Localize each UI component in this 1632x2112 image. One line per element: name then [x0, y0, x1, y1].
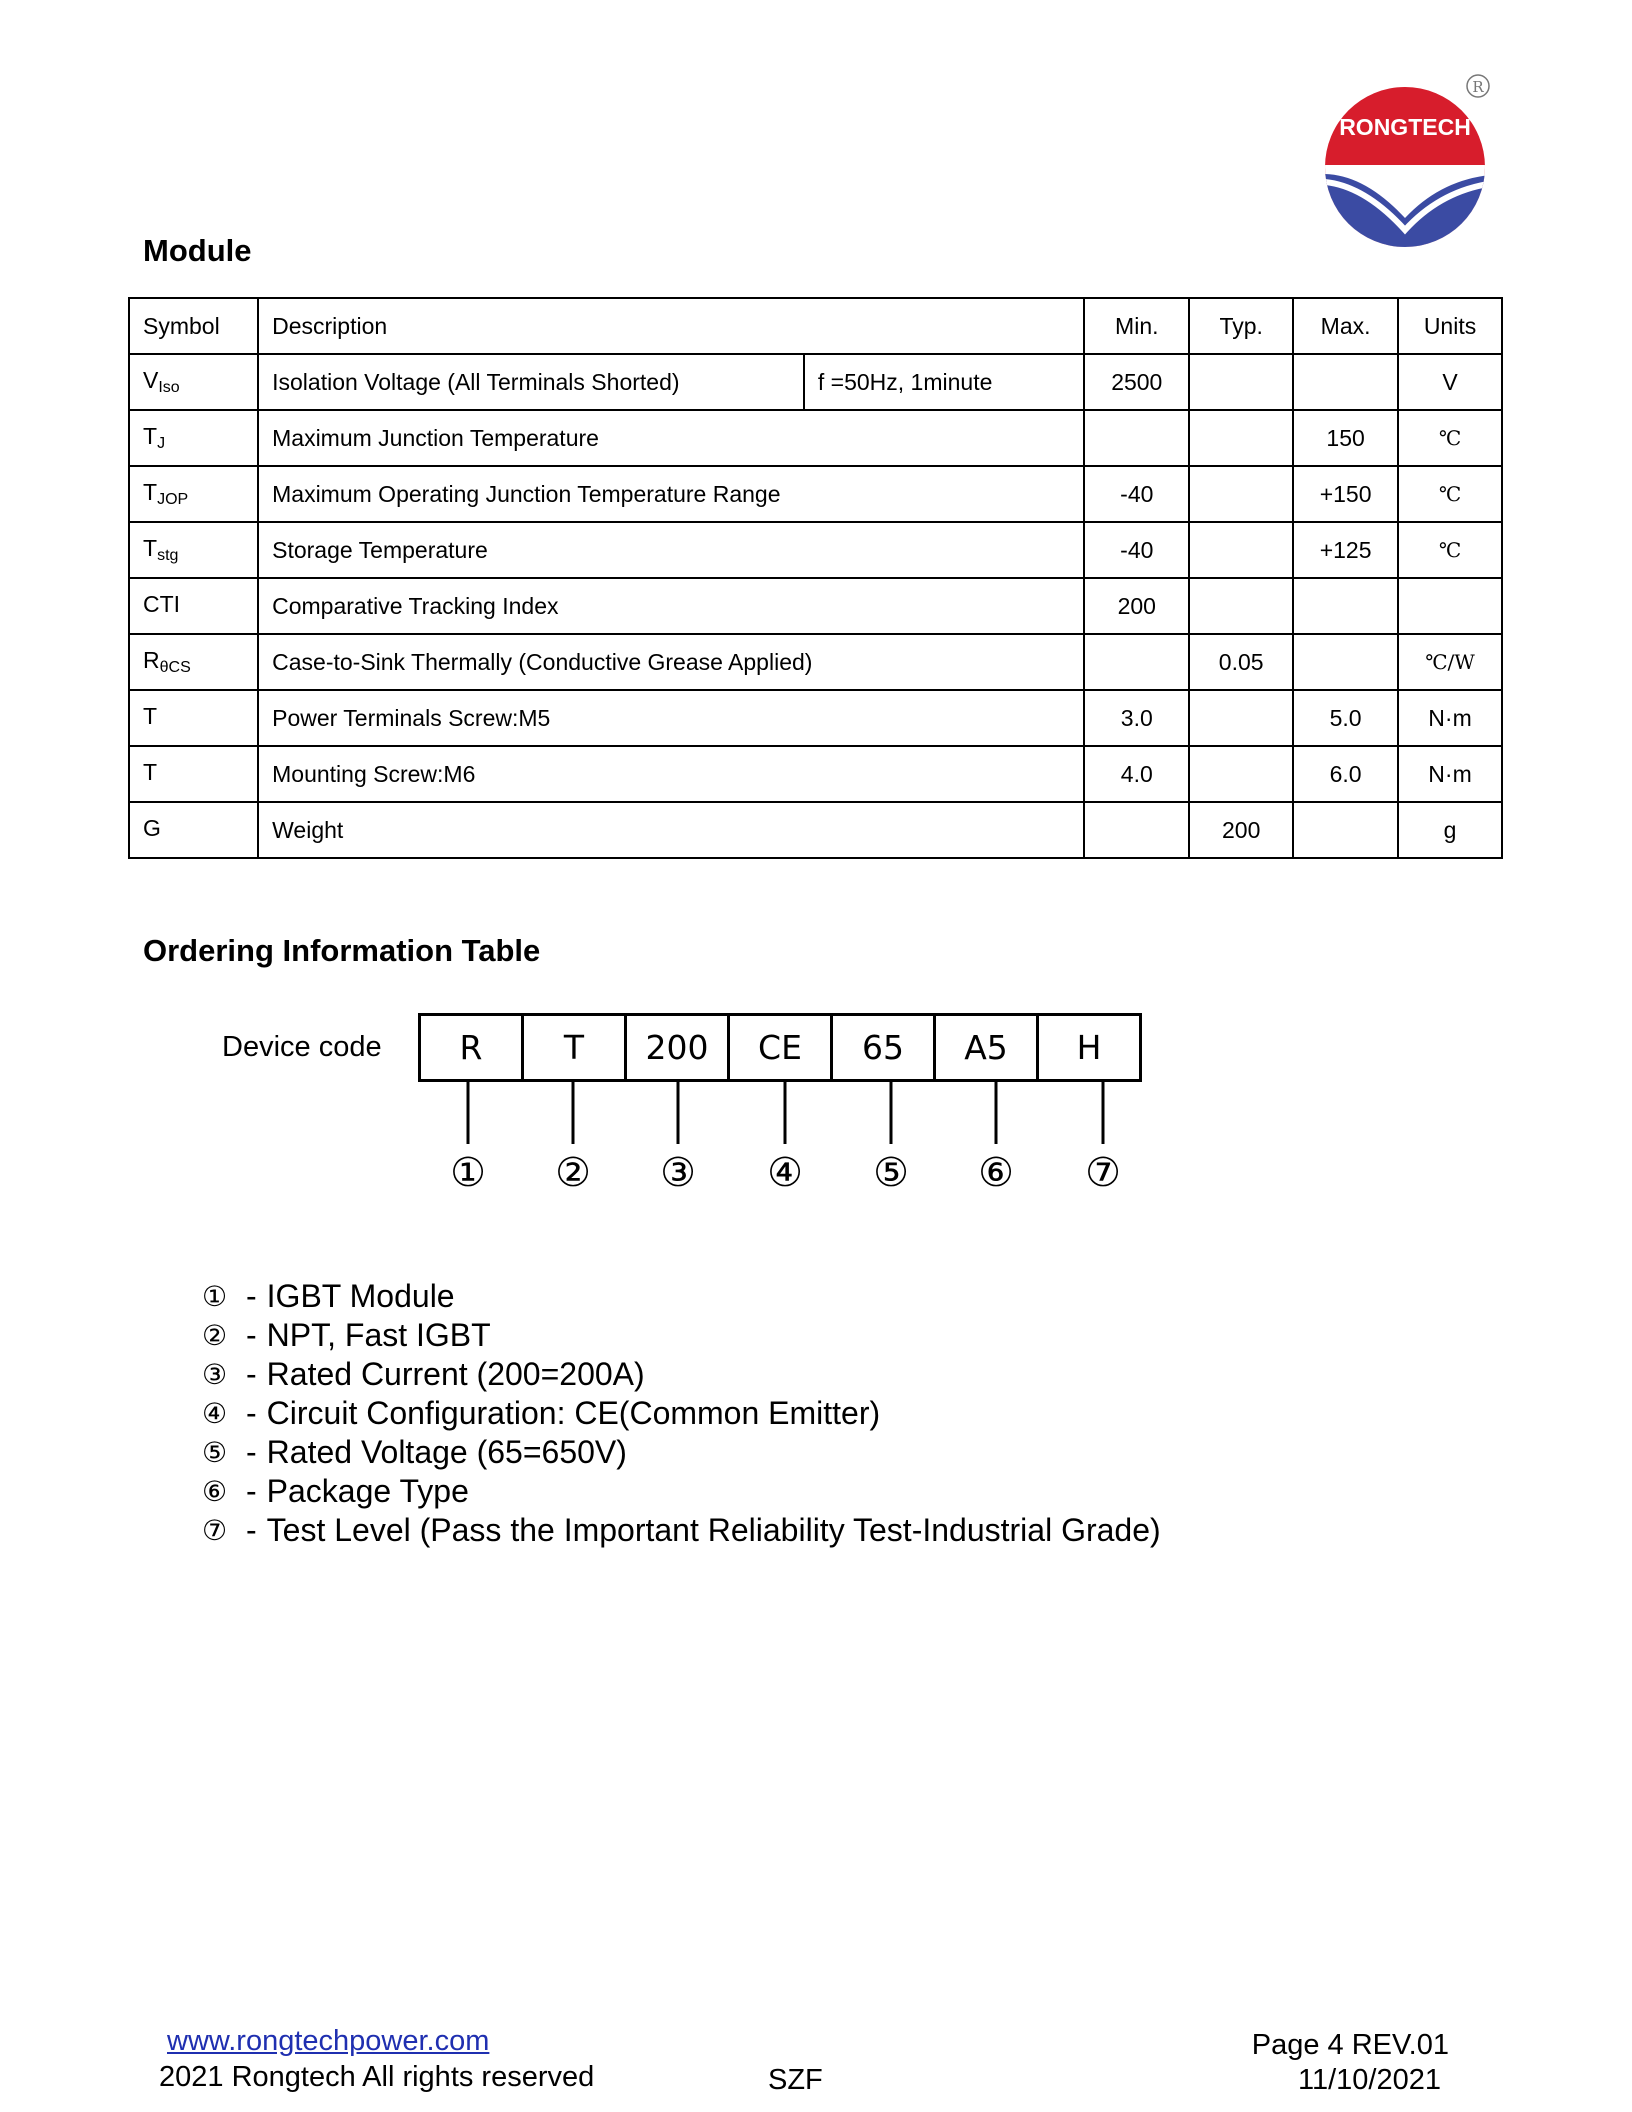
max-cell [1293, 354, 1398, 410]
marker-6: ⑥ [978, 1150, 1014, 1196]
max-cell [1293, 578, 1398, 634]
symbol-cell: $T_{JOP}$ [129, 466, 258, 522]
code-part-box: 200 [626, 1015, 729, 1081]
code-leader-diagram [418, 1082, 1158, 1212]
legend-item: ⑦ - Test Level (Pass the Important Reliability Test-Industrial Grade) [202, 1512, 1161, 1548]
logo-text: RONGTECH [1339, 114, 1471, 140]
typ-cell [1189, 410, 1293, 466]
condition-cell: f =50Hz, 1minute [804, 354, 1084, 410]
ordering-heading: Ordering Information Table [143, 933, 541, 968]
header-cell: Typ. [1189, 298, 1293, 354]
marker-1: ① [450, 1150, 486, 1196]
svg-text:R: R [1472, 78, 1484, 96]
legend-item: ④ - Circuit Configuration: CE(Common Emitter) [202, 1395, 881, 1431]
author-code: SZF [768, 2064, 823, 2096]
device-code-label: Device code [222, 1031, 382, 1063]
code-part-box: T [523, 1015, 626, 1081]
typ-cell [1189, 578, 1293, 634]
code-part-box: H [1038, 1015, 1141, 1081]
code-part-box: R [420, 1015, 523, 1081]
code-part-box: CE [729, 1015, 832, 1081]
module-spec-table [128, 297, 1503, 859]
table-row [129, 354, 1502, 410]
header-cell: Description [258, 298, 1084, 354]
unit-cell: V [1398, 354, 1502, 410]
min-cell: 3.0 [1084, 690, 1189, 746]
symbol-cell: $T_{stg}$ [129, 522, 258, 578]
symbol-cell: T [129, 690, 258, 746]
max-cell: 6.0 [1293, 746, 1398, 802]
table-row [129, 410, 1502, 466]
legend-item: ① - IGBT Module [202, 1278, 455, 1314]
typ-cell: 0.05 [1189, 634, 1293, 690]
table-row [129, 466, 1502, 522]
max-cell: +125 [1293, 522, 1398, 578]
table-row [129, 690, 1502, 746]
max-cell: 5.0 [1293, 690, 1398, 746]
document-date: 11/10/2021 [1298, 2064, 1441, 2096]
min-cell [1084, 802, 1189, 858]
min-cell: 4.0 [1084, 746, 1189, 802]
legend-item: ③ - Rated Current (200=200A) [202, 1356, 645, 1392]
unit-cell [1398, 578, 1502, 634]
legend-item: ② - NPT, Fast IGBT [202, 1317, 491, 1353]
header-cell: Units [1398, 298, 1502, 354]
legend-item: ⑥ - Package Type [202, 1473, 469, 1509]
unit-cell: ℃/W [1398, 634, 1502, 690]
device-code-boxes [418, 1013, 1142, 1082]
ordering-legend [202, 1277, 1161, 1550]
min-cell: 2500 [1084, 354, 1189, 410]
unit-cell: N·m [1398, 746, 1502, 802]
description-cell: Isolation Voltage (All Terminals Shorted) [258, 354, 804, 410]
module-heading: Module [143, 233, 252, 268]
description-cell: Storage Temperature [258, 522, 1084, 578]
website-link[interactable]: www.rongtechpower.com [167, 2025, 490, 2057]
min-cell [1084, 634, 1189, 690]
table-row [129, 802, 1502, 858]
description-cell: Comparative Tracking Index [258, 578, 1084, 634]
symbol-cell: $V_{Iso}$ [129, 354, 258, 410]
symbol-cell: CTI [129, 578, 258, 634]
marker-4: ④ [767, 1150, 803, 1196]
min-cell: -40 [1084, 522, 1189, 578]
unit-cell: g [1398, 802, 1502, 858]
description-cell: Maximum Junction Temperature [258, 410, 1084, 466]
max-cell [1293, 634, 1398, 690]
description-cell: Mounting Screw:M6 [258, 746, 1084, 802]
table-row [129, 522, 1502, 578]
legend-item: ⑤ - Rated Voltage (65=650V) [202, 1434, 627, 1470]
typ-cell [1189, 466, 1293, 522]
header-cell: Symbol [129, 298, 258, 354]
code-part-box: A5 [935, 1015, 1038, 1081]
marker-7: ⑦ [1085, 1150, 1121, 1196]
description-cell: Power Terminals Screw:M5 [258, 690, 1084, 746]
description-cell: Weight [258, 802, 1084, 858]
marker-5: ⑤ [873, 1150, 909, 1196]
typ-cell: 200 [1189, 802, 1293, 858]
rongtech-logo [1325, 70, 1505, 250]
typ-cell [1189, 746, 1293, 802]
page-revision: Page 4 REV.01 [1251, 2029, 1449, 2061]
code-part-box: 65 [832, 1015, 935, 1081]
table-row [129, 746, 1502, 802]
description-cell: Maximum Operating Junction Temperature Range [258, 466, 1084, 522]
copyright-text: 2021 Rongtech All rights reserved [159, 2061, 595, 2093]
max-cell: 150 [1293, 410, 1398, 466]
symbol-cell: $R_{\theta CS}$ [129, 634, 258, 690]
table-row [129, 634, 1502, 690]
description-cell: Case-to-Sink Thermally (Conductive Grease Applied) [258, 634, 1084, 690]
min-cell [1084, 410, 1189, 466]
symbol-cell: T [129, 746, 258, 802]
min-cell: -40 [1084, 466, 1189, 522]
typ-cell [1189, 354, 1293, 410]
unit-cell: ℃ [1398, 410, 1502, 466]
marker-3: ③ [660, 1150, 696, 1196]
max-cell [1293, 802, 1398, 858]
unit-cell: ℃ [1398, 466, 1502, 522]
symbol-cell: $T_J$ [129, 410, 258, 466]
header-cell: Max. [1293, 298, 1398, 354]
table-row [129, 578, 1502, 634]
unit-cell: N·m [1398, 690, 1502, 746]
typ-cell [1189, 522, 1293, 578]
marker-2: ② [555, 1150, 591, 1196]
unit-cell: ℃ [1398, 522, 1502, 578]
header-cell: Min. [1084, 298, 1189, 354]
max-cell: +150 [1293, 466, 1398, 522]
min-cell: 200 [1084, 578, 1189, 634]
symbol-cell: G [129, 802, 258, 858]
typ-cell [1189, 690, 1293, 746]
table-header-row [129, 298, 1502, 354]
